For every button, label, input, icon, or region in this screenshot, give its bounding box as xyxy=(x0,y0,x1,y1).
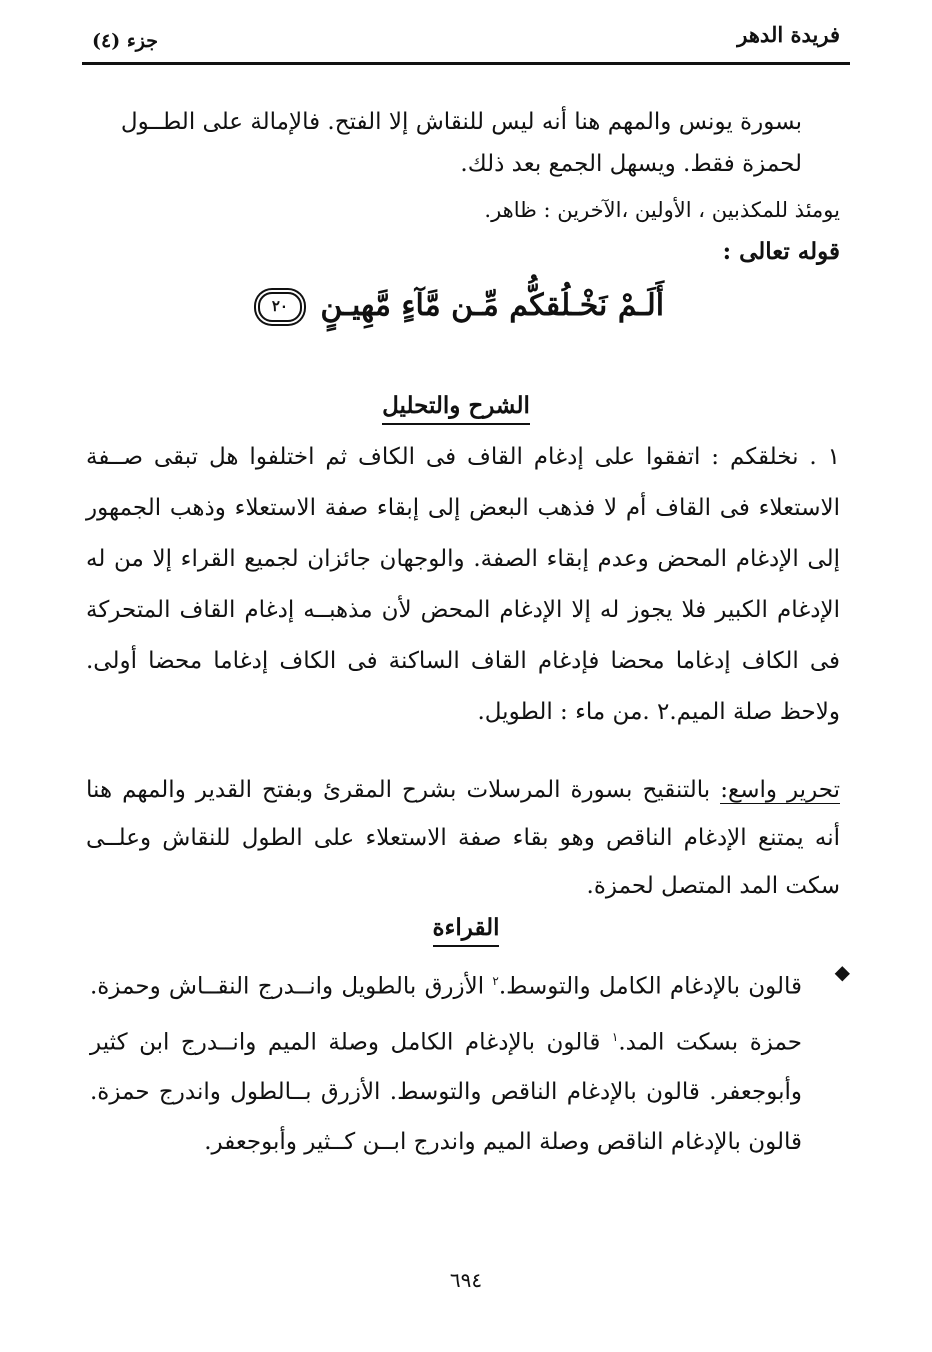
verse-text: أَلَـمْ نَخْـلُقكُّم مِّـن مَّآءٍ مَّهِيـنٍ xyxy=(320,288,665,323)
footnote-marker-2: ٢ xyxy=(492,974,499,988)
qiraa-heading xyxy=(420,914,512,941)
intro-line-3: يومئذ للمكذبين ، الأولين ،الآخرين : ظاهر. xyxy=(484,198,840,222)
tahrir-label: تحرير واسع: xyxy=(720,777,841,803)
qiraa-heading-text: القراءة xyxy=(433,914,500,947)
qiraa-paragraph xyxy=(90,956,802,1167)
sharh-paragraph: ١ . نخلقكم : اتفقوا على إدغام القاف فى الكاف ثم اختلفوا هل تبقى صــفة الاستعلاء فى القاف أم لا فذهب البعض إلى إبقاء صفة الاستعلاء وذهب الجمهور إلى الإدغام المحض وعدم إبقاء الصفة. والوجهان جائزان لجميع القراء إلا من له الإدغام الكبير فلا يجوز له إلا الإدغام المحض لأن مذهبــه إدغام القاف المتحركة فى الكاف إدغاما محضا فإدغام القاف الساكنة فى الكاف إدغاما محضا أولى. ولاحظ صلة الميم.٢ .من ماء : الطويل. xyxy=(86,444,840,725)
qiraa-part-2: الأزرق بالطويل وانــدرج النقــاش وحمزة. حمزة بسكت المد. xyxy=(90,973,802,1056)
tahrir-paragraph xyxy=(86,766,840,910)
header-rule xyxy=(82,62,850,65)
tahrir-text: بالتنقيح بسورة المرسلات بشرح المقرئ وبفتح القدير والمهم هنا أنه يمتنع الإدغام الناقص وهو بقاء صفة الاستعلاء على الطول للنقاش وعلــى سكت المد المتصل لحمزة. xyxy=(86,777,840,899)
running-title: فريدة الدهر xyxy=(737,22,840,47)
page-number: ٦٩٤ xyxy=(449,1268,483,1292)
intro-line-1: بسورة يونس والمهم هنا أنه ليس للنقاش إلا الفتح. فالإمالة على الطــول xyxy=(120,109,802,135)
intro-line-2: لحمزة فقط. ويسهل الجمع بعد ذلك. xyxy=(460,151,802,177)
ayah-number: ٢٠ xyxy=(258,292,302,322)
quran-verse xyxy=(240,288,682,323)
qiraa-part-1: قالون بالإدغام الكامل والتوسط. xyxy=(498,973,802,1000)
diamond-bullet-icon: ◆ xyxy=(834,960,850,984)
qiraa-part-3: قالون بالإدغام الكامل وصلة الميم وانــدرج ابن كثير وأبوجعفر. قالون بالإدغام الناقص والتوسط. الأزرق بــالطول واندرج حمزة. قالون بالإدغام الناقص وصلة الميم واندرج ابــن كــثير وأبوجعفر. xyxy=(90,1029,802,1156)
footnote-marker-1: ١ xyxy=(611,1029,619,1044)
sharh-heading-text: الشرح والتحليل xyxy=(382,392,530,425)
part-label: جزء (٤) xyxy=(92,30,158,52)
qawl-label: قوله تعالى : xyxy=(722,238,840,265)
sharh-heading xyxy=(360,392,552,419)
